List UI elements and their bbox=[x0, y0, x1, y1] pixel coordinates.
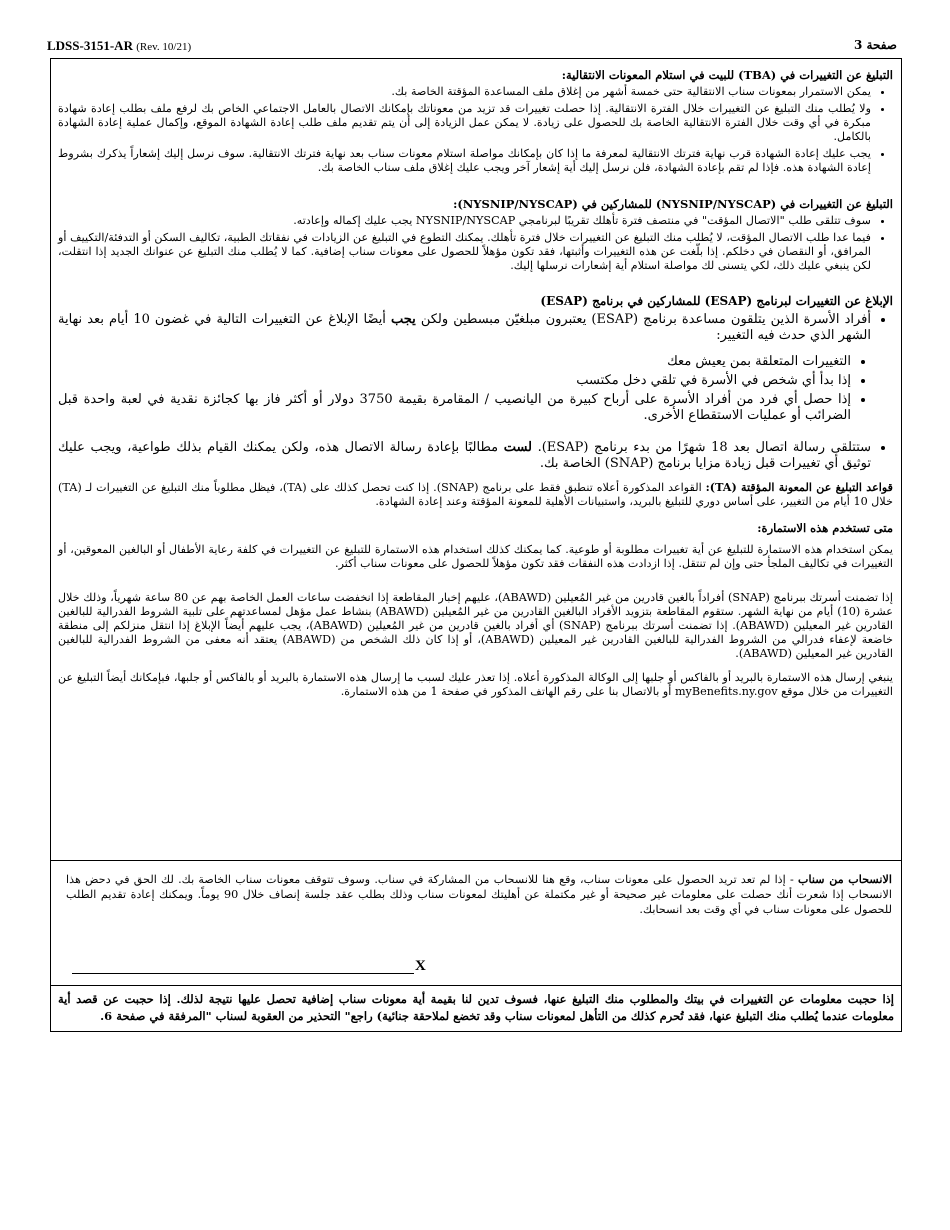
form-content bbox=[58, 68, 893, 713]
esap-bullet2-text-end: مطالبًا بإعادة رسالة الاتصال هذه، ولكن يمكنك القيام بذلك طواعية، ويجب عليك توثيق أي تغييرات قبل زيادة مزايا برنامج (SNAP) الخاصة بك. bbox=[58, 440, 871, 471]
when-to-use-text: يمكن استخدام هذه الاستمارة للتبليغ عن أية تغييرات مطلوبة أو طوعية. كما يمكنك كذلك استخدام هذه الاستمارة للتبليغ عن التغييرات في كلفة رعاية الأطفال أو البالغين المعوقين، أو التغييرات في تكاليف الملجأ حتى وإن لم تنتقل. إذا ازدادت هذه النفقات فقد تكون مؤهلاً للحصول على معونات سناب أكثر. bbox=[58, 543, 893, 570]
esap-list bbox=[58, 312, 893, 344]
esap-bullet1-text-end: أيضًا الإبلاغ عن التغييرات التالية في غضون 10 أيام بعد نهاية الشهر الذي حدث فيه التغيير: bbox=[58, 312, 871, 343]
send-form-section bbox=[58, 671, 893, 699]
esap-sub-list bbox=[58, 354, 893, 424]
form-revision: (Rev. 10/21) bbox=[136, 41, 192, 53]
tba-title: التبليغ عن التغييرات في (TBA) للبيت في استلام المعونات الانتقالية: bbox=[561, 68, 893, 82]
esap-list-2 bbox=[58, 440, 893, 472]
esap-bullet2-text: ستتلقى رسالة اتصال بعد 18 شهرًا من بدء برنامج (ESAP). bbox=[532, 440, 872, 455]
withdraw-text: - إذا لم تعد تريد الحصول على معونات سناب، وقع هنا للانسحاب من المشاركة في سناب. وسوف تتوقف معونات سناب الخاصة بك. لك الحق في دحض هذا الانسحاب إذا شعرت أنك حصلت على معلومات غير صحيحة أو غير مكتملة عن أهليتك لمعونات سناب وذلك بطلب عقد جلسة إنصاف خلال 90 يوماً. ويمكنك إعادة تقديم الطلب للحصول على معونات سناب في أي وقت بعد انسحابك. bbox=[66, 873, 892, 916]
list-item: • ولا يُطلب منك التبليغ عن التغييرات خلال الفترة الانتقالية. إذا حصلت تغييرات قد تزيد من معوناتك بإمكانك الاتصال بالعامل الاجتماعي الخاص بك لرفع ملف بطلب إعادة شهادة مبكرة في أي وقت خلال الفترة الانتقالية الخاصة بك للحصول على زيادة. لا يمكن عمل الزيادة إلى أن يتم تقديم ملف طلب إعادة الشهادة الموقع، وإكمال عملية إعادة الشهادة بالكامل. bbox=[58, 102, 871, 144]
signature-mark: X bbox=[415, 958, 426, 974]
list-item: • سوف تتلقى طلب "الاتصال المؤقت" في منتصف فترة تأهلك تقريبًا لبرنامجي NYSNIP/NYSCAP يجب عليك إكماله وإعادته. bbox=[58, 214, 871, 228]
nysnip-list bbox=[58, 214, 893, 273]
penalty-warning: إذا حجبت معلومات عن التغييرات في بيتك والمطلوب منك التبليغ عنها، فسوف تدين لنا بقيمة أية معونات سناب إضافية تحصل عليها نتيجة لذلك. إذا حجبت عن قصد أية معلومات عندما يُطلب منك التبليغ عنها، فقد تُحرم كذلك من التأهل لمعونات سناب وقد تخضع لملاحقة جنائية) راجع" التحذير من العقوبة لسناب "المرفقة في صفحة 6. bbox=[50, 985, 902, 1032]
list-item bbox=[58, 312, 871, 344]
withdraw-label: الانسحاب من سناب bbox=[797, 872, 893, 886]
tba-section bbox=[58, 68, 893, 175]
when-to-use-section bbox=[58, 521, 893, 571]
list-item: • يجب عليك إعادة الشهادة قرب نهاية فترتك الانتقالية لمعرفة ما إذا كان بإمكانك مواصلة استلام معونات سناب بعد نهاية فترتك الانتقالية. سوف نرسل إليك إشعاراً يذكرك بشروط إعادة الشهادة هذه. فإذا لم تقم بإعادة الشهادة، فلن نرسل إليك أية إشعار آخر ويجب عليك إغلاق ملف سناب الخاصة بك. bbox=[58, 147, 871, 175]
esap-section bbox=[58, 293, 893, 472]
ta-rules-label: قواعد التبليغ عن المعونة المؤقتة (TA): bbox=[705, 480, 894, 494]
list-item: • التغييرات المتعلقة بمن يعيش معك bbox=[58, 354, 851, 370]
tba-list bbox=[58, 85, 893, 175]
ta-rules-paragraph bbox=[58, 480, 893, 509]
esap-title: الإبلاغ عن التغييرات لبرنامج (ESAP) للمشاركين في برنامج (ESAP) bbox=[540, 294, 893, 308]
abawd-section bbox=[58, 591, 893, 661]
abawd-text: إذا تضمنت أسرتك ببرنامج (SNAP) أفراداً بالغين قادرين من غير المُعيلين (ABAWD)، عليهم إخبار المقاطعة إذا انخفضت ساعات العمل الخاصة بهم عن 80 ساعة شهرياً، وذلك خلال عشرة (10) أيام من نهاية الشهر. ستقوم المقاطعة بتزويد الأفراد البالغين القادرين من غير المُعيلين (ABAWD) بنشاط عمل مؤهل لمساعدتهم على تلبية الشروط الفدرالية للبالغين القادرين غير المعيلين (ABAWD). إذا تضمنت أسرتك ببرنامج (SNAP) أي أفراد بالغين قادرين من غير المُعيلين (ABAWD)، يجب عليهم أيضاً الإبلاغ إذا انتقل منزلكم إلى منطقة خاضعة لإعفاء فدرالي من الشروط الفدرالية للبالغين القادرين غير المعيلين (ABAWD)، أو إذا كان ذلك الشخص من (ABAWD) يعتقد أنه معفى من الشروط الفدرالية للبالغين القادرين غير المعيلين (ABAWD). bbox=[58, 591, 894, 660]
nysnip-section bbox=[58, 197, 893, 273]
page-header bbox=[47, 38, 897, 58]
esap-bullet1-text: أفراد الأسرة الذين يتلقون مساعدة برنامج (ESAP) يعتبرون مبلغيّن مبسطين ولكن bbox=[415, 312, 871, 327]
list-item: • يمكن الاستمرار بمعونات سناب الانتقالية حتى خمسة أشهر من إغلاق ملف المساعدة المؤقتة الخاصة بك. bbox=[58, 85, 871, 99]
send-form-text: ينبغي إرسال هذه الاستمارة بالبريد أو بالفاكس أو جلبها إلى الوكالة المذكورة أعلاه. إذا تعذر عليك لسبب ما إرسال هذه الاستمارة بالبريد أو بالفاكس أو جلبها، فبإمكانك أيضاً التبليغ عن التغييرات من خلال موقع myBenefits.ny.gov أو بالاتصال بنا على رقم الهاتف المذكور في صفحة 1 من هذه الاستمارة. bbox=[58, 671, 893, 698]
withdraw-section bbox=[66, 872, 892, 917]
when-to-use-title: متى تستخدم هذه الاستمارة: bbox=[757, 521, 893, 535]
nysnip-title: التبليغ عن التغييرات في (NYSNIP/NYSCAP) للمشاركين في (NYSNIP/NYSCAP): bbox=[453, 197, 893, 211]
form-code: LDSS-3151-AR bbox=[47, 38, 133, 53]
esap-bullet1-emphasis: يجب bbox=[390, 312, 416, 327]
section-divider bbox=[50, 860, 902, 861]
list-item bbox=[58, 440, 871, 472]
ta-rules-section bbox=[58, 480, 893, 509]
list-item: • إذا بدأ أي شخص في الأسرة في تلقي دخل مكتسب bbox=[58, 373, 851, 389]
signature-line[interactable] bbox=[72, 973, 414, 974]
page-number: صفحة 3 bbox=[854, 38, 897, 52]
esap-bullet2-emphasis: لست bbox=[503, 440, 533, 455]
list-item: • فيما عدا طلب الاتصال المؤقت، لا يُطلب منك التبليغ عن التغييرات خلال فترة تأهلك. يمكنك التطوع في التبليغ عن الزيادات في نفقاتك الطبية، تكاليف السكن أو التدفئة/التكييف أو المرافق، أو النقصان في دخلكم. إذا بلّغت عن هذه التغييرات وأثبتها، فقد تكون مؤهلاً للحصول على معونات سناب إضافية. كما لا يُطلب منك التبليغ عن عنوانك الجديد إذا انتقلت، لكن ينبغي عليك ذلك، لكي يتسنى لك مواصلة استلام أية إشعارات نرسلها إليك. bbox=[58, 231, 871, 273]
list-item: • إذا حصل أي فرد من أفراد الأسرة على أرباح كبيرة من اليانصيب / المقامرة بقيمة 3750 دولار أو أكثر فاز بها كجائزة نقدية في لعبة واحدة قبل الضرائب أو عمليات الاستقطاع الأخرى. bbox=[58, 392, 851, 424]
ta-rules-text: القواعد المذكورة أعلاه تنطبق فقط على برنامج (SNAP). إذا كنت تحصل كذلك على (TA)، فيظل مطلوباً منك التبليغ عن التغييرات لـ (TA) خلال 10 أيام من التغيير، على أساس دوري للتبليغ بالبريد، واستبيانات الأهلية للمعونة المؤقتة وعند إعادة الشهادة. bbox=[58, 481, 893, 508]
form-identifier bbox=[47, 38, 191, 54]
